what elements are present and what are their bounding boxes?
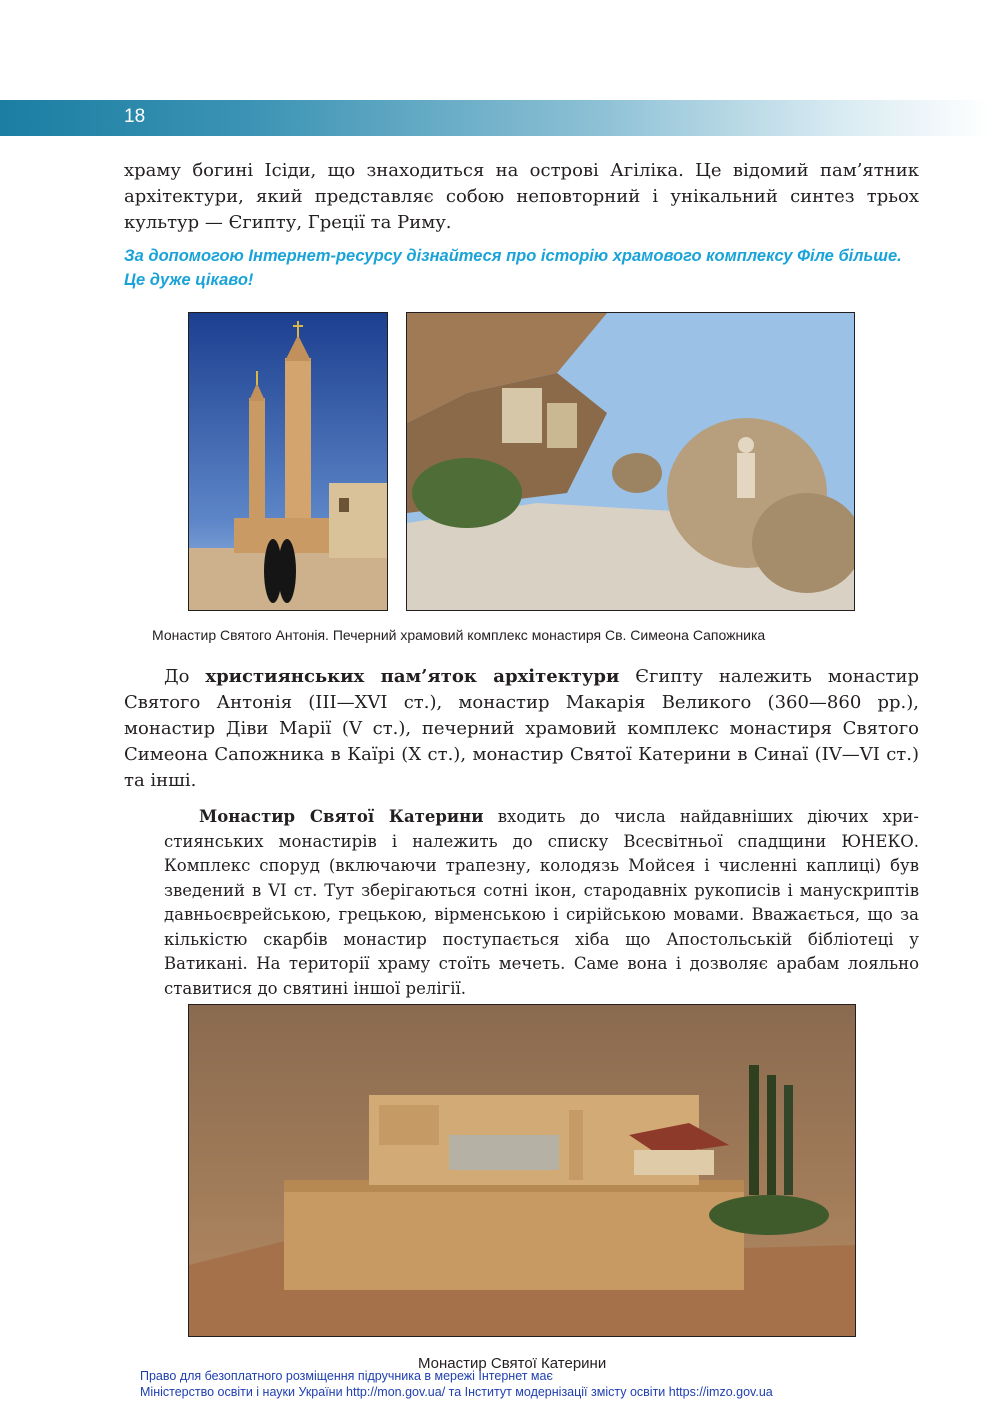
st-anthony-monastery-photo [188, 312, 388, 611]
header-band [0, 100, 992, 136]
christian-lead: До [164, 666, 206, 687]
footer-line-1: Право для безоплатного розміщення підручника в мережі Інтернет має [140, 1369, 553, 1383]
catherine-rest: входить до числа найдавніших діючих християнських монастирів і належить до списку Всесвітньої спадщини ЮНЕКО. Комплекс споруд (включаючи трапезну, колодязь Мойсея і численні каплиці) був зведений в VІ ст. Тут зберігаються сотні ікон, стародавніх рукописів і манускриптів давньоєврейською, грецькою, вірменською і сирійською мовами. Вважається, що за кількістю скарбів монастир поступається хіба що Апостольській бібліотеці у Ватикані. На території храму стоїть мечеть. Саме вона і дозволяє арабам лояльно ставитися до святині іншої релігії. [164, 807, 919, 998]
cave-church-photo [406, 312, 855, 611]
christian-bold-term: християнських пам’яток архітектури [205, 666, 620, 687]
page-number: 18 [124, 106, 146, 127]
catherine-bold-term: Монастир Святої Катерини [199, 807, 484, 826]
task-note: За допомогою Інтернет-ресурсу дізнайтеся про історію храмового комплексу Філе більше. Це дуже цікаво! [124, 247, 902, 289]
intro-paragraph: храму богині Ісіди, що знаходиться на острові Агіліка. Це відомий пам’ятник архітектури, який представляє собою неповторний і унікальний синтез трьох культур — Єгипту, Греції та Риму. [124, 160, 919, 233]
christian-architecture-paragraph [124, 664, 919, 794]
catherine-paragraph [164, 805, 919, 1001]
top-photos-caption: Монастир Святого Антонія. Печерний храмовий комплекс монастиря Св. Симеона Сапожника [152, 627, 766, 643]
christian-rest: Єгипту належить монастир Святого Антонія (ІІІ—ХVІ ст.), монастир Макарія Великого (360—860 рр.), монастир Діви Марії (V ст.), печерний храмовий комплекс монастиря Святого Симеона Сапожника в Каїрі (Х ст.), монастир Святої Катерини в Синаї (ІV—VІ ст.) та інші. [124, 666, 919, 791]
bottom-photo-caption: Монастир Святої Катерини [418, 1355, 607, 1372]
st-catherine-monastery-photo [188, 1004, 856, 1337]
footer-line-2: Міністерство освіти і науки України http://mon.gov.ua/ та Інститут модернізації змісту освіти https://imzo.gov.ua [140, 1385, 773, 1399]
